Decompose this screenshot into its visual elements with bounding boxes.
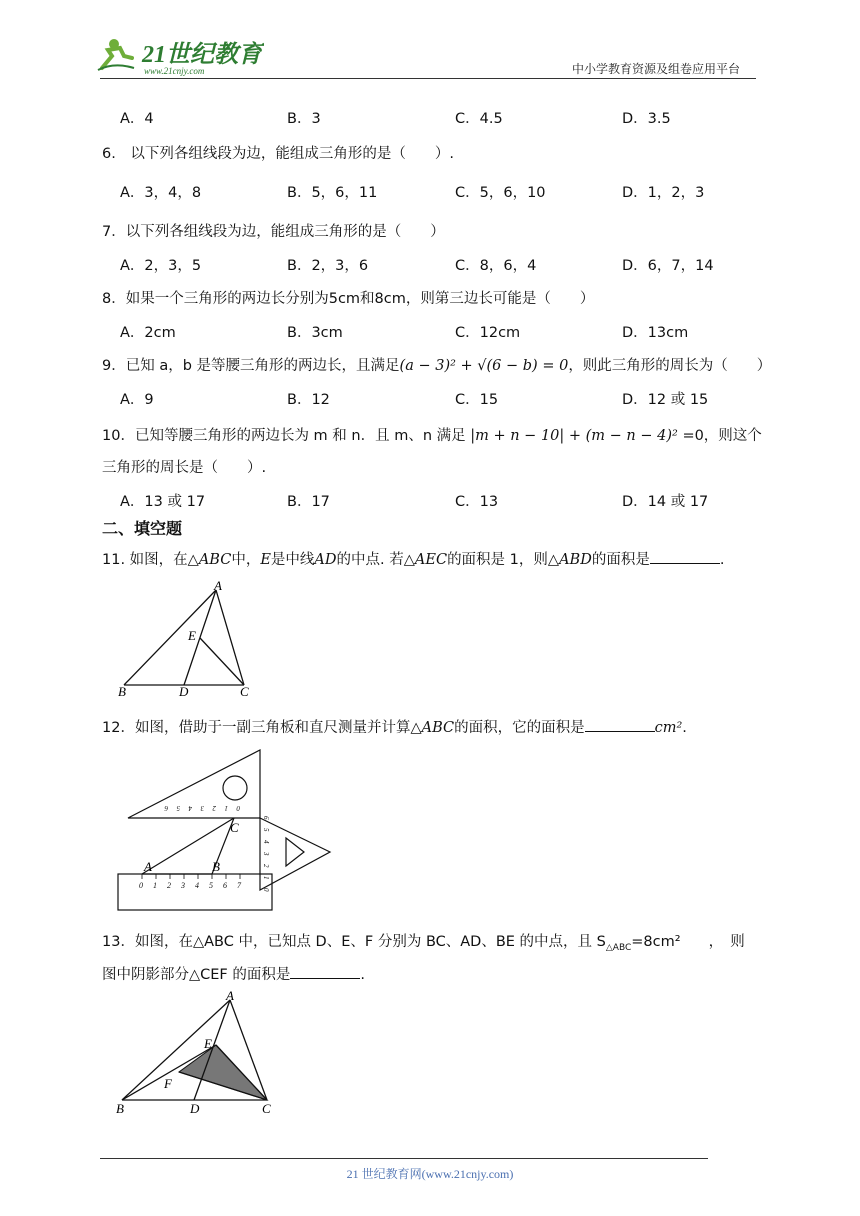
q12-answer-blank[interactable] xyxy=(585,717,655,732)
q6-option-c: C．5，6，10 xyxy=(455,185,546,201)
q13-end: . xyxy=(360,967,365,983)
q8-stem: 8．如果一个三角形的两边长分别为5cm和8cm，则第三边长可能是（ ） xyxy=(102,291,595,307)
q12-unit: cm² xyxy=(654,720,683,736)
ruler-tick-0: 0 xyxy=(139,881,143,890)
q11-math-2: E xyxy=(260,552,271,568)
q7-option-a: A．2，3，5 xyxy=(120,258,202,274)
q13-stem-line2 xyxy=(102,963,365,984)
q10-option-d: D．14 或 17 xyxy=(622,494,709,510)
q6-option-b: B．5，6，11 xyxy=(287,185,378,201)
svg-text:2: 2 xyxy=(262,864,270,868)
ruler-tick-3: 3 xyxy=(181,881,185,890)
q13-label-e: E xyxy=(204,1036,212,1051)
q11-end: . xyxy=(719,552,725,568)
q8-option-d: D．13cm xyxy=(622,325,689,341)
q11-label-a: A xyxy=(214,578,222,593)
ruler-bottom xyxy=(118,874,272,910)
q13-text-4: 图中阴影部分△CEF 的面积是 xyxy=(102,967,291,983)
q9-option-a: A．9 xyxy=(120,392,154,408)
q11-label-b: B xyxy=(118,684,126,699)
q13-text-3: ， 则 xyxy=(708,934,745,950)
svg-text:3: 3 xyxy=(200,804,204,812)
svg-text:6: 6 xyxy=(164,804,168,812)
svg-text:4: 4 xyxy=(262,840,270,844)
q10-stem-part1: 10．已知等腰三角形的两边长为 m 和 n．且 m、n 满足 xyxy=(102,428,466,444)
q9-stem-part1: 9．已知 a，b 是等腰三角形的两边长，且满足 xyxy=(102,358,400,374)
runner-logo-icon xyxy=(98,39,134,70)
q10-option-c: C．13 xyxy=(455,494,499,510)
site-logo xyxy=(94,34,264,78)
ruler-tick-7: 7 xyxy=(237,881,241,890)
q11-math-1: ABC xyxy=(198,552,232,568)
svg-text:5: 5 xyxy=(262,828,270,832)
svg-text:1: 1 xyxy=(224,804,228,812)
q13-subscript: △ABC xyxy=(605,942,632,953)
q11-math-3: AD xyxy=(314,552,337,568)
q8-option-a: A．2cm xyxy=(120,325,176,341)
q9-formula: (a − 3)² + √(6 − b) = 0 xyxy=(399,358,569,374)
q11-text-4: 的中点. 若△ xyxy=(336,552,415,568)
q11-stem xyxy=(102,548,724,569)
q5-option-a: A．4 xyxy=(120,111,154,127)
q11-math-5: ABD xyxy=(559,552,592,568)
q13-text-2: =8cm² xyxy=(631,934,681,950)
q5-option-c: C．4.5 xyxy=(455,111,503,127)
q7-option-b: B．2，3，6 xyxy=(287,258,369,274)
q6-option-d: D．1，2，3 xyxy=(622,185,705,201)
set-square-hole xyxy=(223,776,247,800)
q9-option-b: B．12 xyxy=(287,392,330,408)
q11-text-2: 中， xyxy=(231,552,261,568)
q10-stem-line2: 三角形的周长是（ ）. xyxy=(102,460,267,476)
q11-math-4: AEC xyxy=(414,552,448,568)
svg-text:3: 3 xyxy=(262,852,270,856)
ruler-tick-5: 5 xyxy=(209,881,213,890)
q13-answer-blank[interactable] xyxy=(290,964,360,979)
q10-formula: |m + n − 10| + (m − n − 4)² xyxy=(470,428,678,444)
q12-text-2: 的面积，它的面积是 xyxy=(454,720,585,736)
q13-label-f: F xyxy=(164,1076,172,1091)
q12-label-c: C xyxy=(230,820,239,835)
q6-option-a: A．3，4，8 xyxy=(120,185,202,201)
q12-rulers-figure xyxy=(112,740,337,915)
q13-label-b: B xyxy=(116,1101,124,1116)
q9-option-c: C．15 xyxy=(455,392,499,408)
q11-text-3: 是中线 xyxy=(270,552,315,568)
svg-text:0: 0 xyxy=(262,888,270,892)
q11-text-5: 的面积是 1，则△ xyxy=(447,552,560,568)
q12-math-1: ABC xyxy=(421,720,455,736)
logo-url: www.21cnjy.com xyxy=(144,66,205,76)
q11-label-c: C xyxy=(240,684,249,699)
q7-option-c: C．8，6，4 xyxy=(455,258,537,274)
section-fill-blank-title: 二、填空题 xyxy=(102,519,183,538)
ruler-tick-labels xyxy=(139,881,242,890)
q5-option-d: D．3.5 xyxy=(622,111,671,127)
svg-text:0: 0 xyxy=(236,804,240,812)
footer-divider xyxy=(100,1158,708,1159)
svg-text:6: 6 xyxy=(262,816,270,820)
ruler-tick-6: 6 xyxy=(223,881,227,890)
q11-text-1: 11. 如图，在△ xyxy=(102,552,199,568)
q8-option-b: B．3cm xyxy=(287,325,343,341)
q7-stem: 7．以下列各组线段为边，能组成三角形的是（ ） xyxy=(102,224,445,240)
svg-text:4: 4 xyxy=(188,804,192,812)
q9-stem xyxy=(102,354,771,375)
q12-label-a: A xyxy=(144,859,152,874)
q13-label-a: A xyxy=(226,988,234,1003)
q13-label-d: D xyxy=(190,1101,200,1116)
ruler-tick-4: 4 xyxy=(195,881,199,890)
header-divider xyxy=(100,78,756,79)
q11-answer-blank[interactable] xyxy=(650,549,720,564)
q12-label-b: B xyxy=(212,859,220,874)
q13-text-1: 13．如图，在△ABC 中，已知点 D、E、F 分别为 BC、AD、BE 的中点，且 S xyxy=(102,934,606,950)
header-platform-text: 中小学教育资源及组卷应用平台 xyxy=(572,62,741,76)
q13-label-c: C xyxy=(262,1101,271,1116)
q9-option-d: D．12 或 15 xyxy=(622,392,709,408)
logo-text: 21世纪教育 xyxy=(142,42,262,68)
q9-stem-part2: ，则此三角形的周长为（ ） xyxy=(568,358,772,374)
q7-option-d: D．6，7，14 xyxy=(622,258,714,274)
q12-stem xyxy=(102,716,687,737)
q10-stem-line1 xyxy=(102,424,762,445)
svg-text:1: 1 xyxy=(262,876,270,880)
set-square-right-hole xyxy=(286,838,304,866)
q10-stem-part2: =0，则这个 xyxy=(682,428,762,444)
q12-end: . xyxy=(682,720,687,736)
q10-option-a: A．13 或 17 xyxy=(120,494,206,510)
ruler-tick-2: 2 xyxy=(167,881,171,890)
q11-label-e: E xyxy=(188,628,196,643)
q8-option-c: C．12cm xyxy=(455,325,521,341)
ruler-tick-1: 1 xyxy=(153,881,157,890)
q5-option-b: B．3 xyxy=(287,111,321,127)
q10-option-b: B．17 xyxy=(287,494,330,510)
q11-text-6: 的面积是 xyxy=(591,552,650,568)
q13-stem-line1 xyxy=(102,930,745,953)
q13-triangle-figure xyxy=(112,988,282,1118)
q6-stem: 6. 以下列各组线段为边，能组成三角形的是（ ）. xyxy=(102,146,454,162)
svg-text:5: 5 xyxy=(176,804,180,812)
q11-triangle-figure xyxy=(110,578,270,700)
svg-text:2: 2 xyxy=(212,804,216,812)
q12-text-1: 12．如图，借助于一副三角板和直尺测量并计算△ xyxy=(102,720,422,736)
footer-text[interactable]: 21 世纪教育网(www.21cnjy.com) xyxy=(346,1167,514,1181)
q11-label-d: D xyxy=(179,684,189,699)
